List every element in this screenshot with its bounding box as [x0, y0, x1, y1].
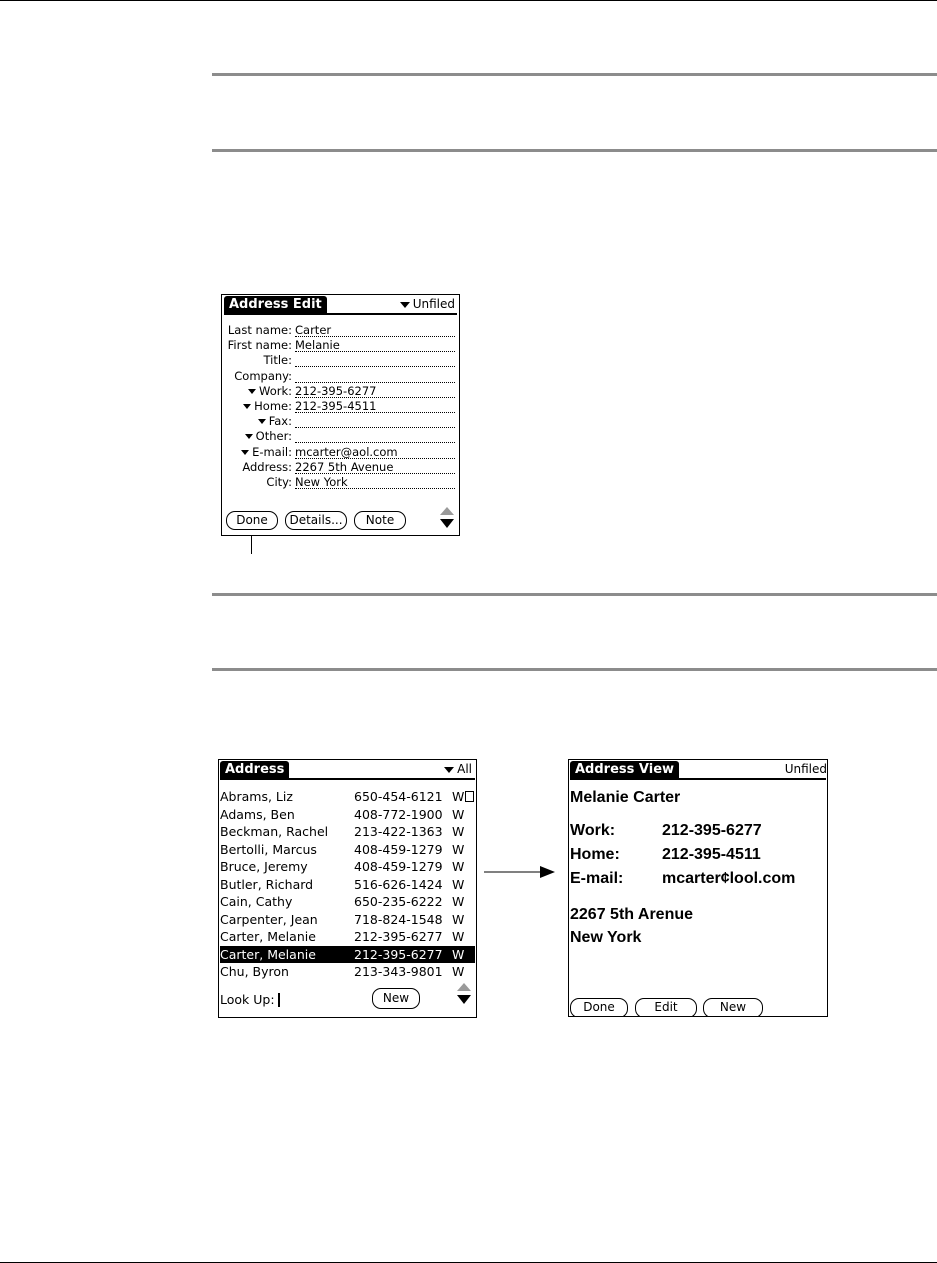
title-underline [224, 313, 457, 315]
field-label [224, 475, 292, 490]
field-label-text: Home: [254, 399, 292, 413]
contact-name: Carter, Melanie [220, 929, 316, 944]
field-label-text: E-mail: [252, 444, 292, 459]
edit-button[interactable]: Edit [635, 998, 697, 1017]
field-label [224, 369, 292, 384]
field-label[interactable] [224, 445, 292, 460]
list-item[interactable] [220, 963, 475, 980]
address-view-titlebar [569, 760, 827, 780]
field-input[interactable]: Carter [295, 323, 455, 337]
list-item[interactable] [220, 806, 475, 823]
category-label: Unfiled [412, 297, 455, 311]
new-button[interactable]: New [372, 988, 420, 1009]
address-view-title: Address View [570, 761, 679, 779]
section-rule-4 [212, 668, 937, 671]
section-rule-2 [212, 149, 937, 152]
phone-type: W [452, 859, 465, 874]
contact-name: Butler, Richard [220, 876, 314, 892]
list-item[interactable] [220, 841, 475, 858]
field-row [224, 475, 455, 490]
address-line: 2267 5th Arenue [570, 906, 694, 923]
field-label-text: Address: [242, 459, 292, 474]
field-input[interactable]: Melanie [295, 338, 455, 352]
phone-type: W [452, 894, 465, 909]
address-edit-titlebar [222, 295, 459, 315]
field-value: 212-395-6277 [662, 822, 762, 839]
field-row [224, 384, 455, 399]
dropdown-arrow-icon[interactable] [243, 404, 251, 409]
contact-phone: 212-395-6277 [354, 929, 443, 944]
field-label-text: Last name: [227, 323, 292, 337]
phone-type: W [452, 964, 465, 979]
field-label: Work: [570, 822, 616, 839]
contact-name: Cain, Cathy [220, 894, 293, 909]
new-button[interactable]: New [703, 998, 763, 1017]
dropdown-arrow-icon[interactable] [258, 419, 266, 424]
field-label [224, 460, 292, 475]
contact-phone: 408-772-1900 [354, 806, 443, 822]
dropdown-arrow-icon[interactable] [241, 450, 249, 455]
category-label: All [457, 762, 472, 776]
field-row [224, 414, 455, 429]
field-label-text: Other: [255, 429, 292, 444]
phone-type: W [452, 946, 465, 962]
note-icon[interactable] [465, 791, 474, 802]
field-label-text: Company: [234, 368, 292, 383]
contact-phone: 650-454-6121 [354, 789, 443, 804]
field-label-text: Title: [263, 353, 292, 368]
field-label [224, 353, 292, 368]
field-input[interactable]: 212-395-6277 [295, 384, 455, 398]
scroll-up-icon[interactable] [457, 983, 471, 991]
lookup-input-cursor[interactable] [278, 993, 280, 1007]
address-view-screen [568, 759, 828, 1017]
field-label-text: First name: [227, 338, 292, 353]
field-label-text: Fax: [268, 414, 292, 429]
list-item[interactable] [220, 823, 475, 840]
list-item[interactable] [220, 788, 475, 805]
field-row [224, 460, 455, 475]
scroll-down-icon[interactable] [440, 519, 454, 528]
done-button[interactable]: Done [226, 511, 278, 530]
field-label[interactable] [224, 399, 292, 414]
contact-phone: 650-235-6222 [354, 894, 443, 909]
details-button[interactable]: Details... [285, 511, 347, 530]
section-rule-3 [212, 593, 937, 596]
phone-type: W [452, 929, 465, 944]
field-label: Home: [570, 846, 620, 863]
contact-phone: 718-824-1548 [354, 911, 443, 927]
field-input[interactable] [295, 353, 455, 367]
phone-type: W [452, 876, 465, 892]
field-value: mcarter¢lool.com [662, 870, 796, 887]
contact-phone: 408-459-1279 [354, 859, 443, 874]
field-input[interactable] [295, 369, 455, 383]
scroll-arrows-icon[interactable] [440, 507, 454, 531]
field-row [224, 323, 455, 338]
category-label: Unfiled [784, 762, 827, 776]
list-item[interactable] [220, 893, 475, 910]
field-row [224, 399, 455, 414]
phone-type: W [452, 911, 465, 927]
field-row [224, 338, 455, 353]
field-row [224, 369, 455, 384]
contact-name: Melanie Carter [570, 789, 681, 806]
field-input[interactable]: 2267 5th Avenue [295, 460, 455, 474]
contact-name: Beckman, Rachel [220, 824, 329, 839]
address-list-title: Address [220, 761, 289, 779]
dropdown-arrow-icon[interactable] [245, 434, 253, 439]
field-row [224, 445, 455, 460]
list-item[interactable] [220, 928, 475, 945]
field-label: E-mail: [570, 870, 624, 887]
phone-type: W [452, 806, 465, 822]
scroll-down-icon[interactable] [457, 995, 471, 1004]
contact-name: Carpenter, Jean [220, 911, 318, 927]
arrow-icon [484, 864, 556, 880]
contact-name: Bertolli, Marcus [220, 841, 317, 857]
title-underline [570, 778, 826, 780]
callout-line [251, 535, 252, 554]
field-input[interactable]: 212-395-4511 [295, 399, 455, 413]
contact-name: Carter, Melanie [220, 946, 316, 962]
top-page-rule [0, 0, 937, 1]
list-item[interactable] [220, 876, 475, 893]
address-line: New York [570, 929, 642, 946]
phone-type: W [452, 789, 465, 804]
field-input[interactable]: New York [295, 475, 455, 489]
field-label[interactable] [224, 414, 292, 429]
phone-type: W [452, 824, 465, 839]
address-edit-screen [221, 294, 460, 536]
field-value: 212-395-4511 [662, 846, 761, 863]
list-item[interactable] [220, 946, 475, 963]
address-edit-title: Address Edit [224, 296, 327, 314]
dropdown-arrow-icon[interactable] [248, 389, 256, 394]
note-button[interactable]: Note [354, 511, 406, 530]
section-rule-1 [212, 73, 937, 76]
dropdown-arrow-icon [400, 302, 410, 308]
field-row [224, 429, 455, 444]
title-underline [220, 778, 475, 780]
field-label [224, 323, 292, 338]
contact-name: Chu, Byron [220, 964, 289, 979]
contact-name: Adams, Ben [220, 806, 295, 822]
lookup-label: Look Up: [220, 992, 275, 1007]
address-list-screen [218, 759, 477, 1018]
scroll-up-icon[interactable] [440, 507, 454, 515]
contact-phone: 213-343-9801 [354, 964, 443, 979]
dropdown-arrow-icon [444, 767, 454, 773]
field-label[interactable] [224, 384, 292, 399]
field-label [224, 338, 292, 353]
field-label-text: City: [266, 475, 292, 489]
contact-phone: 212-395-6277 [354, 946, 443, 962]
address-list-titlebar [219, 760, 476, 780]
phone-type: W [452, 841, 465, 857]
contact-name: Bruce, Jeremy [220, 859, 308, 874]
contact-phone: 516-626-1424 [354, 876, 443, 892]
field-input[interactable] [295, 429, 455, 443]
contact-name: Abrams, Liz [220, 789, 293, 804]
category-picker[interactable] [398, 296, 455, 313]
field-input[interactable] [295, 414, 455, 428]
field-label[interactable] [224, 429, 292, 444]
contact-phone: 408-459-1279 [354, 841, 443, 857]
list-item[interactable] [220, 911, 475, 928]
field-input[interactable]: mcarter@aol.com [295, 445, 455, 459]
list-item[interactable] [220, 858, 475, 875]
category-picker[interactable] [442, 761, 472, 778]
field-label-text: Work: [259, 383, 292, 398]
done-button[interactable]: Done [570, 998, 628, 1017]
contact-phone: 213-422-1363 [354, 824, 443, 839]
scroll-arrows-icon[interactable] [457, 983, 471, 1007]
field-row [224, 353, 455, 368]
